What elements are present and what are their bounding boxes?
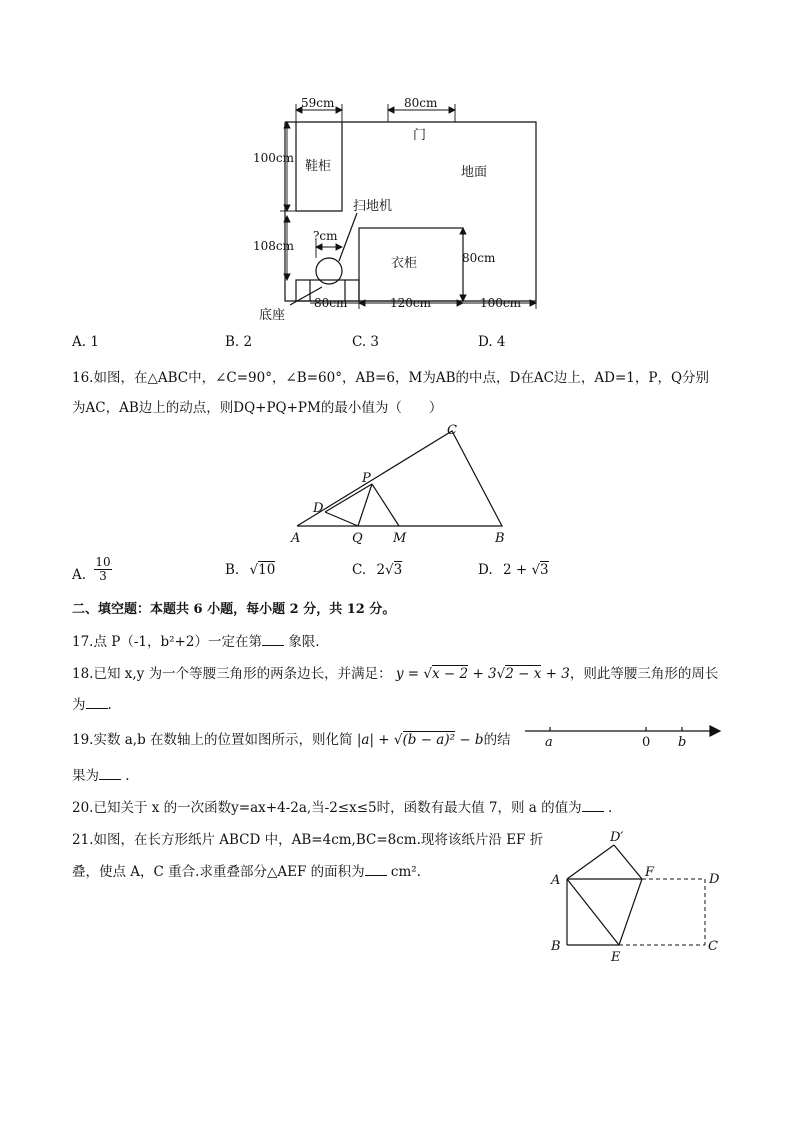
q20-text: 20.已知关于 x 的一次函数y=ax+4-2a,当-2≤x≤5时，函数有最大值 7，则 a 的值为	[72, 800, 582, 816]
q19-radicand: (b − a)²	[402, 732, 456, 748]
q15-option-d: D. 4	[478, 334, 506, 350]
q16-label-p: P	[362, 471, 371, 486]
q21-label-c: C	[708, 939, 718, 954]
axis-label-zero: 0	[642, 735, 651, 750]
q21-blank	[365, 863, 387, 876]
q21-label-b: B	[551, 939, 561, 954]
q16-label-b: B	[495, 531, 505, 546]
floorplan-figure	[250, 90, 550, 330]
dim-108-label: 108cm	[253, 239, 295, 253]
q16-option-c-radicand: 3	[393, 562, 403, 578]
q16-option-a-numerator: 10	[95, 555, 111, 569]
shoe-cabinet-label: 鞋柜	[305, 159, 332, 174]
q16-line1: 16.如图，在△ABC中，∠C=90°，∠B=60°，AB=6，M为AB的中点，D在AC边上，AD=1，P，Q分别	[72, 370, 710, 386]
q16-triangle-figure	[285, 418, 515, 546]
q18-math-y: y =	[395, 666, 420, 682]
q19-line2-text: 果为	[72, 768, 99, 784]
q16-option-a-fraction	[94, 556, 111, 583]
q16-option-c-coef: 2	[376, 562, 386, 578]
q21-label-d-prime: D′	[610, 830, 624, 845]
q20-post: .	[603, 800, 613, 816]
ground-label: 地面	[461, 165, 488, 180]
dim-100-label: 100cm	[253, 151, 295, 165]
q16-label-a: A	[291, 531, 301, 546]
dim-80-right-label: 80cm	[462, 251, 496, 265]
q19-blank	[99, 767, 121, 780]
q18-line2-text: 为	[72, 697, 86, 713]
q21-line1: 21.如图，在长方形纸片 ABCD 中，AB=4cm,BC=8cm.现将该纸片沿 EF 折	[72, 832, 544, 848]
axis-label-a: a	[545, 735, 553, 750]
q21-label-a: A	[551, 873, 561, 888]
q19-text: 19.实数 a,b 在数轴上的位置如图所示，则化简	[72, 732, 353, 748]
section2-heading: 二、填空题：本题共 6 小题，每小题 2 分，共 12 分。	[72, 602, 396, 617]
q21-line2	[72, 860, 421, 880]
q16-option-d-radicand: 3	[540, 562, 549, 578]
q16-option-b: B. √10	[225, 562, 276, 578]
q16-option-d-prefix: D.	[478, 562, 493, 578]
q16-option-c-prefix: C.	[352, 562, 367, 578]
q20-blank	[582, 799, 604, 812]
q16-label-c: C	[447, 423, 457, 438]
q17-post: 象限.	[283, 634, 320, 650]
q16-option-a	[72, 555, 112, 589]
q21-label-d: D	[709, 872, 720, 887]
robot-label: 扫地机	[353, 199, 393, 214]
door-label: 门	[413, 128, 427, 143]
q17-text: 17.点 P（-1，b²+2）一定在第	[72, 634, 262, 650]
q16-option-d-pre: 2 +	[502, 562, 528, 578]
q15-option-b: B. 2	[225, 334, 253, 350]
q19-line2-post: .	[121, 768, 130, 784]
q19-line2	[72, 764, 130, 784]
q18-radicand2: 2 − x	[505, 666, 542, 682]
q19-tail: − b	[459, 732, 484, 748]
q16-label-d: D	[313, 501, 324, 516]
q16-option-c: C. 2√3	[352, 562, 403, 578]
q16-option-b-radicand: 10	[258, 562, 276, 578]
q19-line1: 19.实数 a,b 在数轴上的位置如图所示，则化简 |a| + √(b − a)² − b的结	[72, 732, 511, 748]
q16-label-m: M	[393, 531, 407, 546]
q20	[72, 796, 612, 816]
axis-label-b: b	[678, 735, 687, 750]
q21-rectangle-figure	[545, 826, 735, 966]
q18-math-mid: + 3	[472, 666, 497, 682]
dim-120-label: 120cm	[390, 296, 432, 310]
q15-option-c: C. 3	[352, 334, 380, 350]
wardrobe-label: 衣柜	[391, 256, 418, 271]
q19-abs: |a| +	[356, 732, 390, 748]
q16-option-a-denominator: 3	[99, 569, 107, 583]
q16-label-q: Q	[352, 531, 363, 546]
q18-text: 18.已知 x,y 为一个等腰三角形的两条边长，并满足：	[72, 666, 392, 682]
q18-math-tail: + 3	[545, 666, 570, 682]
q19-post: 的结	[483, 732, 511, 748]
q21-label-e: E	[611, 950, 621, 965]
q18-line1: 18.已知 x,y 为一个等腰三角形的两条边长，并满足： y = √x − 2 + 3√2 − x + 3，则此等腰三角形的周长	[72, 666, 719, 682]
dim-100-bottom-label: 100cm	[480, 296, 522, 310]
base-label: 底座	[259, 308, 286, 323]
dim-80-top-label: 80cm	[404, 96, 438, 110]
q17	[72, 630, 320, 650]
q18-radicand1: x − 2	[432, 666, 469, 682]
q16-option-a-prefix: A.	[72, 567, 87, 583]
q16-option-d: D. 2 + √3	[478, 562, 549, 578]
q18-post: ，则此等腰三角形的周长	[569, 666, 719, 682]
dim-59-label: 59cm	[301, 96, 335, 110]
q21-text: 叠，使点 A，C 重合.求重叠部分△AEF 的面积为	[72, 864, 365, 880]
dim-q-label: ?cm	[313, 229, 338, 243]
q18-blank	[86, 696, 108, 709]
q16-line2: 为AC，AB边上的动点，则DQ+PQ+PM的最小值为（ ）	[72, 400, 443, 416]
q21-label-f: F	[645, 865, 655, 880]
q16-option-b-prefix: B.	[225, 562, 240, 578]
q17-blank	[262, 633, 284, 646]
dim-80-bottom-label: 80cm	[314, 296, 348, 310]
number-line-figure	[520, 718, 725, 752]
q15-option-a: A. 1	[72, 334, 99, 350]
q18-line2: 为 .	[72, 697, 112, 713]
q21-post: cm².	[386, 864, 421, 880]
